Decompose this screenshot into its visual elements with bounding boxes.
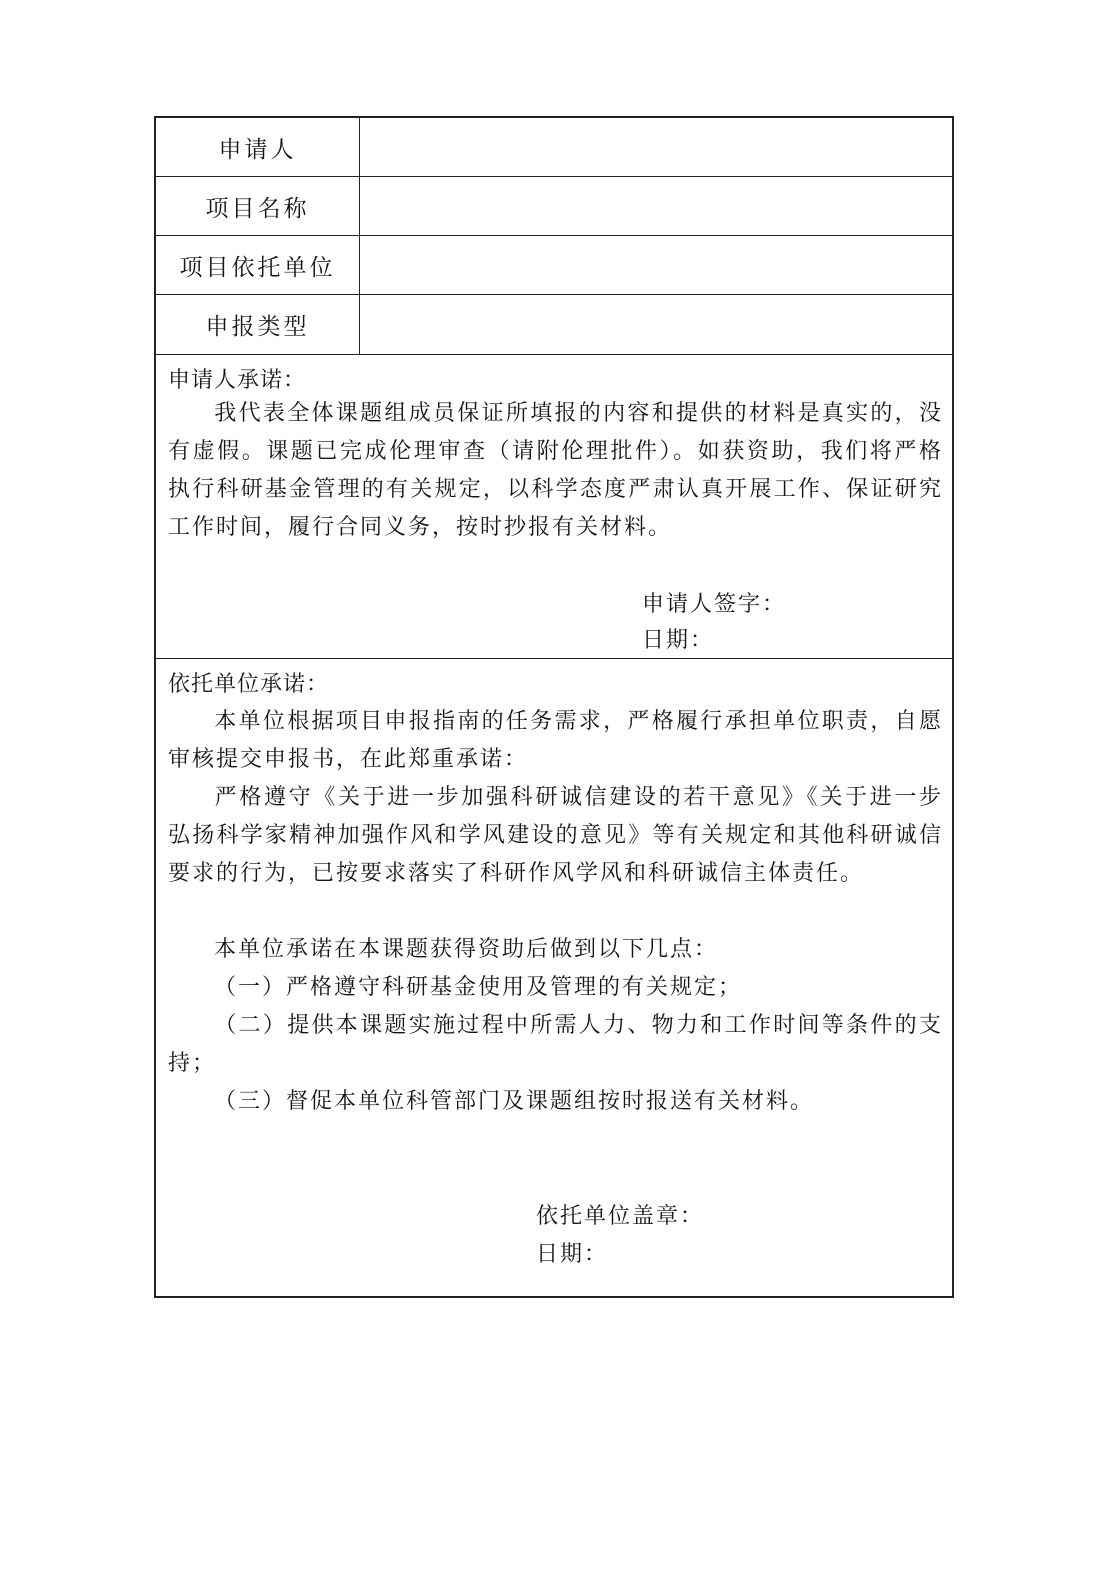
applicant-commitment-section [156, 355, 952, 659]
host-unit-label: 项目依托单位 [156, 236, 360, 294]
applicant-commitment-body [168, 395, 943, 547]
row-host-unit [156, 236, 952, 295]
applicant-commitment-text: 我代表全体课题组成员保证所填报的内容和提供的材料是真实的，没有虚假。课题已完成伦理审查（请附伦理批件）。如获资助，我们将严格执行科研基金管理的有关规定，以科学态度严肃认真开展工作、保证研究工作时间，履行合同义务，按时抄报有关材料。 [168, 401, 943, 540]
host-unit-value[interactable] [360, 236, 952, 294]
row-application-type [156, 295, 952, 355]
unit-item3-text: （三）督促本单位科管部门及课题组按时报送有关材料。 [214, 1089, 815, 1114]
unit-date-label: 日期： [536, 1242, 609, 1267]
applicant-value[interactable] [360, 118, 952, 176]
unit-para1-text: 本单位根据项目申报指南的任务需求，严格履行承担单位职责，自愿审核提交申报书，在此郑重承诺： [168, 709, 943, 772]
row-project-name [156, 177, 952, 236]
applicant-commitment-title: 申请人承诺： [168, 368, 307, 393]
unit-item1-text: （一）严格遵守科研基金使用及管理的有关规定； [214, 975, 743, 1000]
applicant-label: 申请人 [156, 118, 360, 176]
unit-commitment-item1 [168, 969, 943, 1007]
application-type-value[interactable] [360, 295, 952, 354]
row-applicant [156, 118, 952, 177]
unit-para3-text: 本单位承诺在本课题获得资助后做到以下几点： [214, 937, 719, 962]
applicant-date-label: 日期： [642, 628, 715, 653]
applicant-signature-label: 申请人签字： [642, 592, 787, 617]
unit-commitment-item3 [168, 1083, 943, 1121]
unit-commitment-para3 [168, 931, 943, 969]
unit-commitment-para1 [168, 703, 943, 779]
unit-commitment-title: 依托单位承诺： [168, 672, 330, 697]
project-name-value[interactable] [360, 177, 952, 235]
project-name-label: 项目名称 [156, 177, 360, 235]
unit-para2-text: 严格遵守《关于进一步加强科研诚信建设的若干意见》《关于进一步弘扬科学家精神加强作风和学风建设的意见》等有关规定和其他科研诚信要求的行为，已按要求落实了科研作风学风和科研诚信主体责任。 [168, 785, 943, 886]
unit-seal-label: 依托单位盖章： [536, 1204, 705, 1229]
unit-commitment-item2 [168, 1007, 943, 1083]
commitment-form [154, 116, 954, 1298]
unit-item2-text: （二）提供本课题实施过程中所需人力、物力和工作时间等条件的支持； [168, 1013, 943, 1076]
application-type-label: 申报类型 [156, 295, 360, 354]
unit-commitment-section [156, 659, 952, 1296]
unit-commitment-para2 [168, 779, 943, 893]
